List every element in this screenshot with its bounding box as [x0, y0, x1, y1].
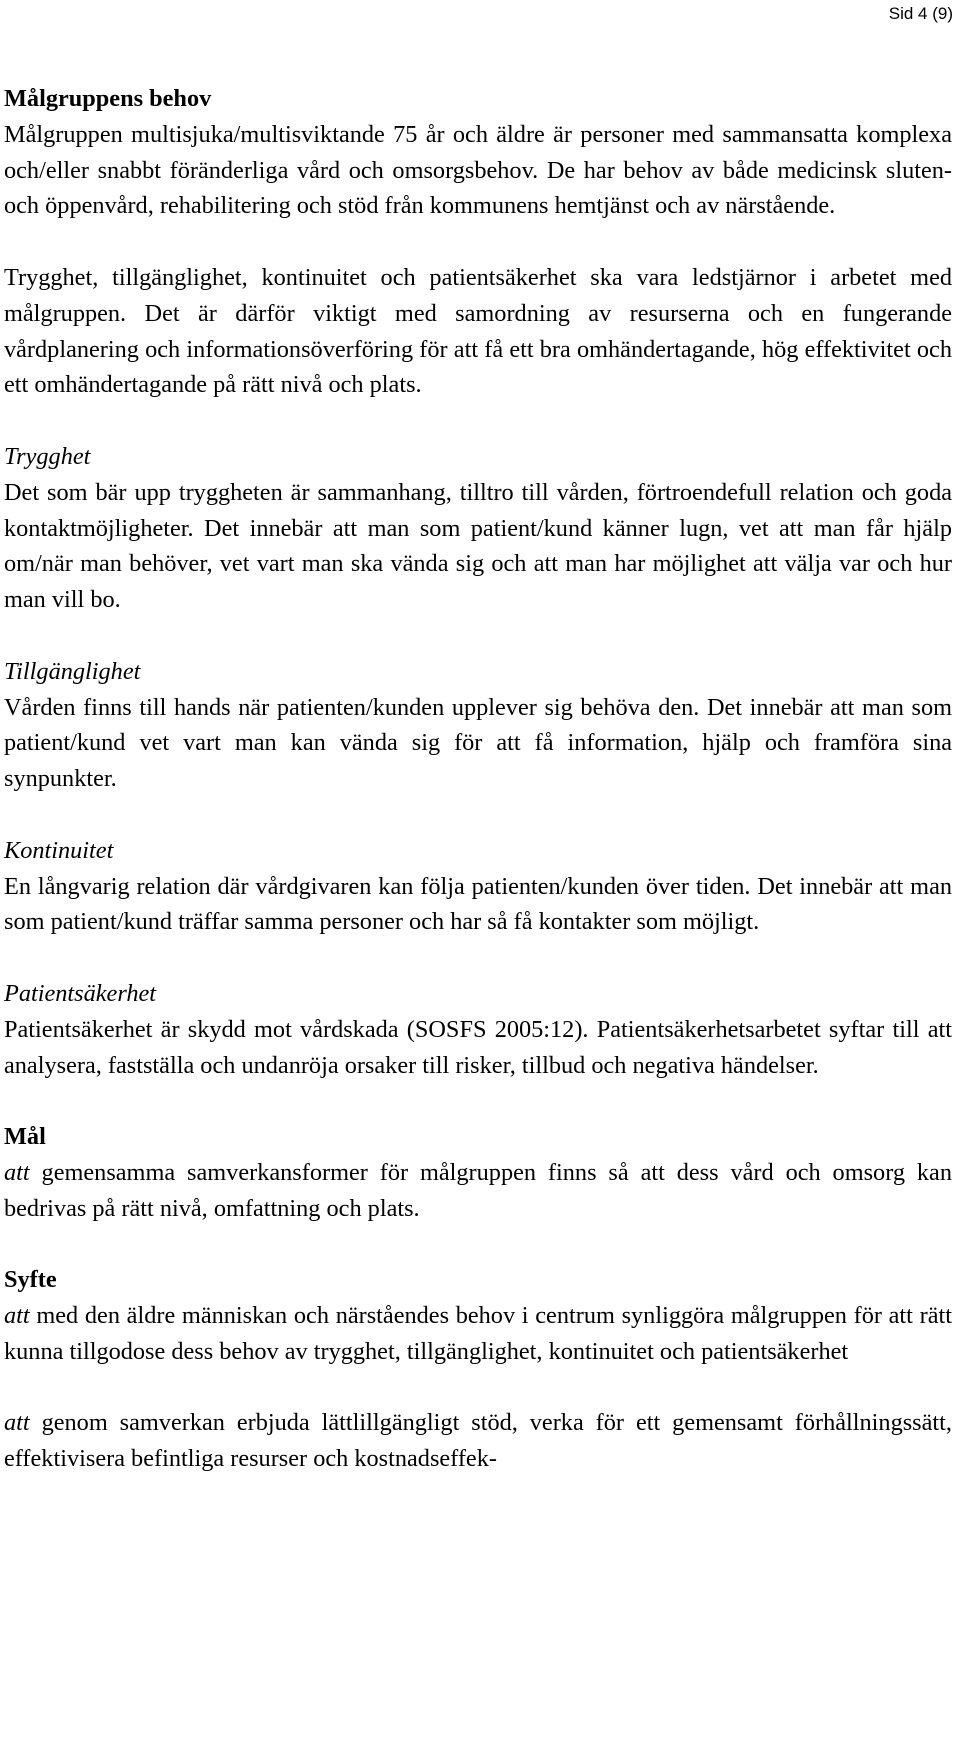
- section-tillganglighet: [4, 654, 952, 797]
- subheading-kontinuitet: Kontinuitet: [4, 836, 114, 864]
- paragraph-syfte-2: [4, 1405, 952, 1477]
- section-heading-malgruppens-behov: Målgruppens behov: [4, 85, 212, 112]
- paragraph-patientsakerhet: Patientsäkerhet är skydd mot vårdskada (SOSFS 2005:12). Patientsäkerhetsarbetet syftar till att analysera, fastställa och undanröja orsaker till risker, tillbud och negativa händelser.: [4, 1015, 952, 1079]
- paragraph-mal-text: gemensamma samverkansformer för målgruppen finns så att dess vård och omsorg kan bedrivas på rätt nivå, omfattning och plats.: [4, 1158, 952, 1222]
- lead-word-mal: att: [4, 1158, 30, 1186]
- lead-word-syfte-2: att: [4, 1409, 30, 1437]
- paragraph-trygghet: Det som bär upp tryggheten är sammanhang, tilltro till vården, förtroendefull relation och goda kontaktmöjligheter. Det innebär att man som patient/kund känner lugn, vet att man får hjälp om/när man behöver, vet vart man ska vända sig och att man har möjlighet att välja var och hur man vill bo.: [4, 478, 952, 614]
- paragraph-syfte-1: [4, 1298, 952, 1370]
- page-number: Sid 4 (9): [888, 4, 953, 23]
- section-malgruppens-behov: [4, 81, 952, 224]
- paragraph-malgruppens-behov: Målgruppen multisjuka/multisviktande 75 år och äldre är personer med sammansatta komplexa och/eller snabbt föränderliga vård och omsorgsbehov. De har behov av både medicinsk sluten- och öppenvård, rehabilitering och stöd från kommunens hemtjänst och av närstående.: [4, 120, 952, 220]
- section-syfte-continued: [4, 1405, 952, 1477]
- paragraph-syfte-1-text: med den äldre människan och närståendes behov i centrum synliggöra målgruppen för att rätt kunna tillgodose dess behov av trygghet, tillgänglighet, kontinuitet och patientsäkerhet: [4, 1302, 952, 1365]
- lead-word-syfte-1: att: [4, 1302, 30, 1330]
- section-heading-mal: Mål: [4, 1123, 46, 1151]
- section-kontinuitet: [4, 833, 952, 940]
- section-intro: [4, 260, 952, 403]
- paragraph-intro: Trygghet, tillgänglighet, kontinuitet och patientsäkerhet ska vara ledstjärnor i arbetet med målgruppen. Det är därför viktigt med samordning av resurserna och en fungerande vårdplanering och informationsöverföring för att få ett bra omhändertagande, hög effektivitet och ett omhändertagande på rätt nivå och plats.: [4, 263, 952, 399]
- section-syfte: [4, 1262, 952, 1369]
- paragraph-kontinuitet: En långvarig relation där vårdgivaren kan följa patienten/kunden över tiden. Det innebär att man som patient/kund träffar samma personer och har så få kontakter som möjligt.: [4, 872, 952, 936]
- subheading-patientsakerhet: Patientsäkerhet: [4, 979, 157, 1007]
- section-heading-syfte: Syfte: [4, 1266, 57, 1294]
- section-trygghet: [4, 439, 952, 618]
- paragraph-tillganglighet: Vården finns till hands när patienten/kunden upplever sig behöva den. Det innebär att man som patient/kund vet vart man kan vända sig för att få information, hjälp och framföra sina synpunkter.: [4, 693, 952, 793]
- section-mal: [4, 1119, 952, 1226]
- section-patientsakerhet: [4, 976, 952, 1083]
- paragraph-syfte-2-text: genom samverkan erbjuda lättlillgängligt stöd, verka för ett gemensamt förhållningssätt, effektivisera befintliga resurser och kostnadseffek-: [4, 1409, 952, 1473]
- subheading-tillganglighet: Tillgänglighet: [4, 657, 141, 685]
- paragraph-mal: [4, 1155, 952, 1227]
- subheading-trygghet: Trygghet: [4, 442, 91, 470]
